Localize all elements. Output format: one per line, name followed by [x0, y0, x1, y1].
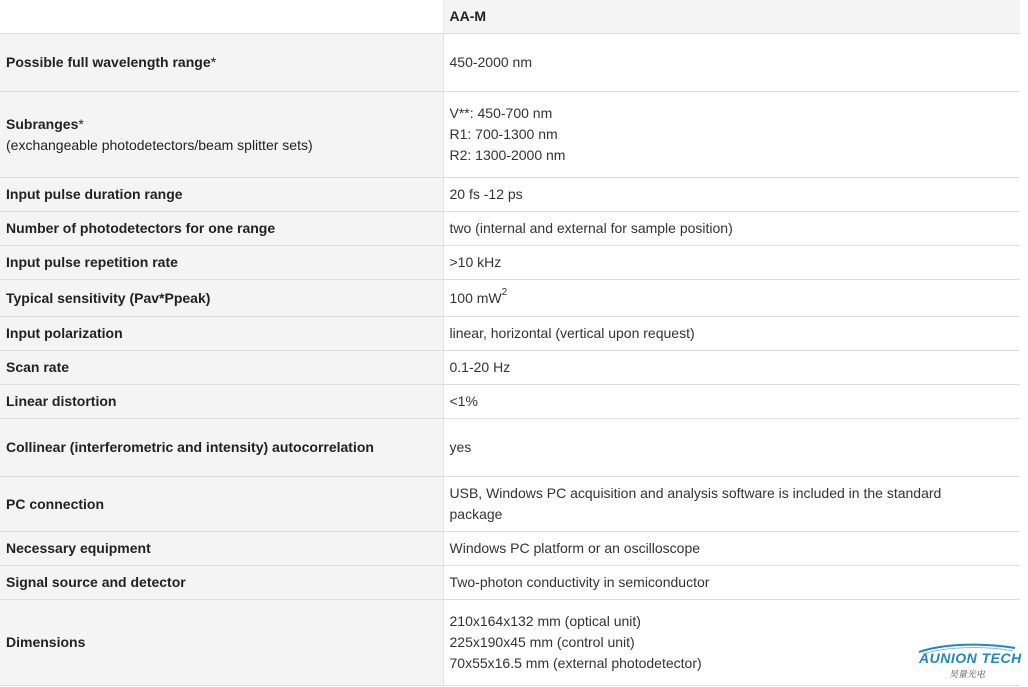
spec-value: linear, horizontal (vertical upon request): [443, 317, 1020, 351]
spec-label: Dimensions: [0, 600, 443, 686]
spec-value: 20 fs -12 ps: [443, 178, 1020, 212]
spec-row-photodetectors: [0, 212, 1020, 246]
spec-label: Input pulse repetition rate: [0, 246, 443, 280]
spec-label: Subranges: [6, 115, 79, 132]
spec-sublabel: (exchangeable photodetectors/beam splitter sets): [6, 136, 313, 153]
brand-subtext: 昊量光电: [949, 670, 986, 680]
spec-label: Number of photodetectors for one range: [0, 212, 443, 246]
spec-row-subranges: [0, 92, 1020, 178]
spec-value: USB, Windows PC acquisition and analysis software is included in the standard: [449, 485, 942, 501]
spec-label: Possible full wavelength range: [6, 54, 211, 70]
spec-row-linear-distortion: [0, 385, 1020, 419]
spec-value: 225x190x45 mm (control unit): [449, 634, 635, 650]
spec-label: Input pulse duration range: [0, 178, 443, 212]
spec-row-sensitivity: [0, 280, 1020, 317]
spec-label: Necessary equipment: [0, 532, 443, 566]
spec-label: Linear distortion: [0, 385, 443, 419]
spec-row-dimensions: [0, 600, 1020, 686]
aunion-tech-watermark: [915, 642, 1022, 680]
spec-value: 70x55x16.5 mm (external photodetector): [449, 655, 702, 671]
spec-value: two (internal and external for sample position): [443, 212, 1020, 246]
footnote-mark: *: [210, 54, 217, 70]
spec-value: <1%: [443, 385, 1020, 419]
brand-text: AUNION TECH: [919, 650, 1022, 666]
spec-value: R2: 1300-2000 nm: [449, 147, 566, 163]
spec-label: Signal source and detector: [0, 566, 443, 600]
spec-row-signal-source: [0, 566, 1020, 600]
header-row: [0, 0, 1020, 34]
spec-label: Typical sensitivity (Pav*Ppeak): [0, 280, 443, 317]
footnote-mark: *: [78, 115, 84, 132]
spec-label: Scan rate: [0, 351, 443, 385]
spec-label: Input polarization: [0, 317, 443, 351]
spec-value: package: [449, 506, 503, 522]
spec-value: Windows PC platform or an oscilloscope: [443, 532, 1020, 566]
spec-row-repetition-rate: [0, 246, 1020, 280]
superscript: 2: [501, 286, 508, 298]
spec-row-scan-rate: [0, 351, 1020, 385]
spec-row-wavelength-range: [0, 34, 1020, 92]
spec-value: 0.1-20 Hz: [443, 351, 1020, 385]
spec-value: 450-2000 nm: [449, 54, 533, 70]
spec-row-equipment: [0, 532, 1020, 566]
spec-row-autocorrelation: [0, 419, 1020, 477]
header-empty-cell: [0, 0, 443, 34]
model-header: AA-M: [443, 0, 1020, 34]
spec-value: R1: 700-1300 nm: [449, 126, 558, 142]
spec-value: V**: 450-700 nm: [449, 105, 553, 121]
spec-value: 100 mW: [449, 289, 502, 306]
spec-row-pc-connection: [0, 477, 1020, 532]
spec-label: PC connection: [0, 477, 443, 532]
spec-label: Collinear (interferometric and intensity) autocorrelation: [0, 419, 443, 477]
spec-value: 210x164x132 mm (optical unit): [449, 613, 641, 629]
spec-value: yes: [443, 419, 1020, 477]
spec-value: Two-photon conductivity in semiconductor: [443, 566, 1020, 600]
spec-value: >10 kHz: [443, 246, 1020, 280]
spec-row-pulse-duration: [0, 178, 1020, 212]
spec-row-polarization: [0, 317, 1020, 351]
